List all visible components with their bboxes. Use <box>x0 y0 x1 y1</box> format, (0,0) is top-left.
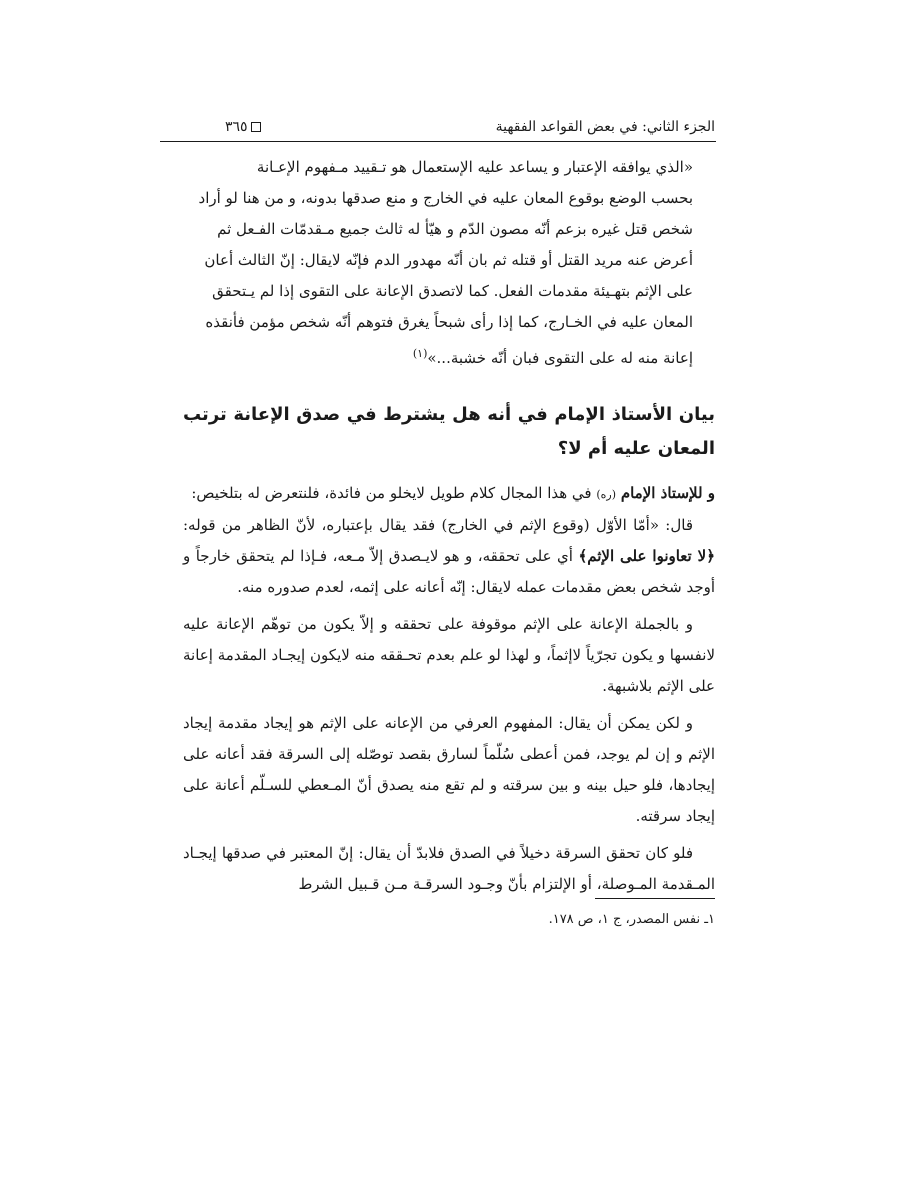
quote-last-text: إعانة منه له على التقوى فبان أنّه خشبة...» <box>427 349 693 367</box>
paragraph-2: و بالجملة الإعانة على الإثم موقوفة على تحققه و إلاّ يكون من توهّم الإعانة عليه لانفسها و يكون تجرّياً لاإثماً، و لهذا لو علم بعدم تحـققه منه لايكون إيجـاد المقدمة إعانة على الإثم بلاشبهة. <box>183 615 715 695</box>
header-title: الجزء الثاني: في بعض القواعد الفقهية <box>495 119 715 135</box>
footnote-divider <box>595 898 715 899</box>
quote-line: بحسب الوضع بوقوع المعان عليه في الخارج و منع صدقها بدونه، و من هنا لو أراد <box>198 189 693 207</box>
quote-line: أعرض عنه مريد القتل أو قتله ثم بان أنّه مهدور الدم فإنّه لايقال: إنّ الثالث أعان <box>204 251 693 269</box>
header-divider <box>160 141 716 142</box>
paragraph-1-text-a: قال: «أمّا الأوّل (وقوع الإثم في الخارج) فقد يقال بإعتباره، لأنّ الظاهر من قوله: <box>183 516 693 534</box>
intro-rest: في هذا المجال كلام طويل لايخلو من فائدة، فلنتعرض له بتلخيص: <box>191 484 597 502</box>
quote-line: على الإثم بتهـيئة مقدمات الفعل. كما لاتصدق الإعانة على التقوى إذا لم يـتحقق <box>212 282 693 300</box>
section-heading: بيان الأستاذ الإمام في أنه هل يشترط في صدق الإعانة ترتب المعان عليه أم لا؟ <box>183 404 715 459</box>
paragraph-3: و لكن يمكن أن يقال: المفهوم العرفي من الإعانه على الإثم هو إيجاد مقدمة إيجاد الإثم و إن لم يوجد، فمن أعطى سُلّماً لسارق بقصد توصّله إلى السرقة فقد أعانه على إيجادها، فلو حيل بينه و بين سرقته و لم تقع منه يصدق أنّ المـعطي للسـلّم أعانة على إيجاد سرقته. <box>183 714 715 825</box>
quote-line <box>183 338 693 374</box>
paragraph-4: فلو كان تحقق السرقة دخيلاً في الصدق فلابدّ أن يقال: إنّ المعتبر في صدقها إيجـاد المـقدمة المـوصلة، أو الإلتزام بأنّ وجـود السرقـة مـن قـبيل الشرط <box>183 844 715 893</box>
quote-line: شخص قتل غيره بزعم أنّه مصون الدّم و هيّأ له ثالث جميع مـقدمّات الفـعل ثم <box>217 220 693 238</box>
footnote-ref: (١) <box>412 347 428 360</box>
paragraph-1-text-b: أي على تحققه، و هو لايـصدق إلاّ مـعه، فـإذا لم يتحقق خارجاً و أوجد شخص بعض مقدمات عمله لايقال: إنّه أعانه على إثمه، لعدم صدوره منه. <box>183 547 715 596</box>
intro-bold: و للإستاذ الإمام <box>620 484 715 502</box>
quote-block <box>183 152 715 374</box>
main-text <box>183 152 715 900</box>
running-header <box>225 117 715 137</box>
page-number-value: ٣٦٥ <box>225 119 248 135</box>
paragraph-1 <box>183 510 715 603</box>
quote-line: «الذي يوافقه الإعتبار و يساعد عليه الإستعمال هو تـقييد مـفهوم الإعـانة <box>256 158 693 176</box>
square-bullet-icon <box>251 122 261 132</box>
page-number <box>225 117 261 137</box>
intro-paragraph <box>183 478 715 510</box>
footnote: ١ـ نفس المصدر، ج ١، ص ١٧٨. <box>548 912 715 927</box>
quote-line: المعان عليه في الخـارج، كما إذا رأى شبحاً يغرق فتوهم أنّه شخص مؤمن فأنقذه <box>205 313 693 331</box>
honorific-abbr: (ره) <box>596 488 617 501</box>
quran-verse: ﴿لا تعاونوا على الإثم﴾ <box>578 547 715 565</box>
